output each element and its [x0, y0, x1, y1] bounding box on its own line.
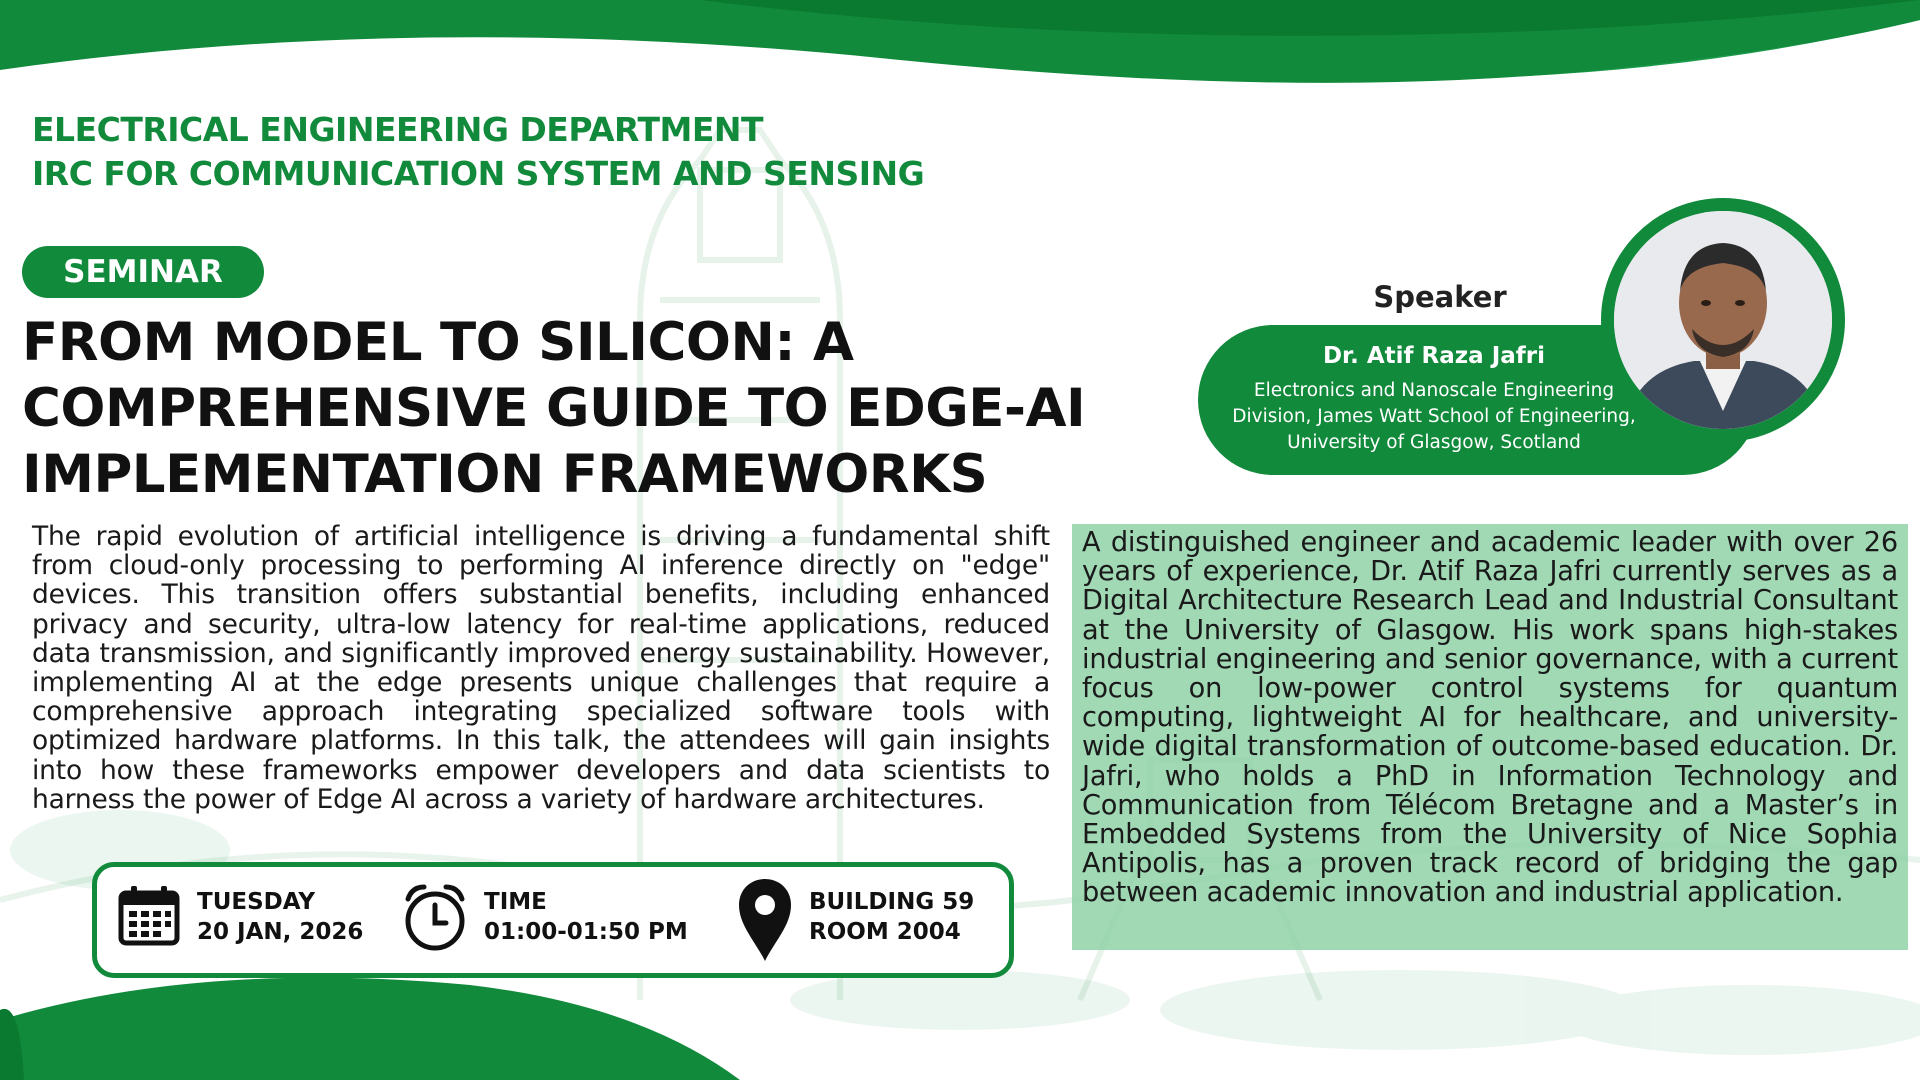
venue-building: BUILDING 59 — [809, 889, 975, 915]
location-pin-icon — [737, 877, 793, 963]
seminar-title — [22, 310, 1102, 508]
calendar-icon — [117, 883, 181, 947]
center-name: IRC FOR COMMUNICATION SYSTEM AND SENSING — [32, 154, 925, 193]
affiliation-line: University of Glasgow, Scotland — [1287, 432, 1581, 453]
speaker-label: Speaker — [1373, 280, 1507, 314]
speaker-name: Dr. Atif Raza Jafri — [1322, 343, 1546, 369]
affiliation-line: Electronics and Nanoscale Engineering — [1253, 380, 1615, 401]
speaker-portrait — [1614, 211, 1832, 429]
time-value: 01:00-01:50 PM — [484, 919, 688, 945]
speaker-affiliation — [1214, 378, 1654, 456]
venue-room: ROOM 2004 — [809, 919, 961, 945]
speaker-photo — [1614, 211, 1832, 429]
date-value: 20 JAN, 2026 — [197, 919, 364, 945]
clock-icon — [402, 883, 468, 953]
event-details-box — [92, 862, 1014, 978]
title-line: IMPLEMENTATION FRAMEWORKS — [22, 444, 988, 505]
department-name: ELECTRICAL ENGINEERING DEPARTMENT — [32, 110, 763, 149]
speaker-info — [1214, 338, 1654, 456]
speaker-bio: A distinguished engineer and academic leader with over 26 years of experience, Dr. Atif Raza Jafri currently serves as a Digital Architecture Research Lead and Industrial Consultant at the University of Glasgow. His work spans high-stakes industrial engineering and senior governance, with a current focus on low-power control systems for quantum computing, lightweight AI for healthcare, and university-wide digital transformation of outcome-based education. Dr. Jafri, who holds a PhD in Information Technology and Communication from Télécom Bretagne and a Master’s in Embedded Systems from the University of Nice Sophia Antipolis, has a proven track record of bridging the gap between academic innovation and industrial application. — [1072, 524, 1908, 950]
seminar-badge: SEMINAR — [22, 246, 264, 298]
time-label: TIME — [484, 889, 547, 915]
affiliation-line: Division, James Watt School of Engineering, — [1232, 406, 1636, 427]
date-weekday: TUESDAY — [197, 889, 315, 915]
abstract-text: The rapid evolution of artificial intelligence is driving a fundamental shift from cloud-only processing to performing AI inference directly on "edge" devices. This transition offers substantial benefits, including enhanced privacy and security, ultra-low latency for real-time applications, reduced data transmission, and significantly improved energy sustainability. However, implementing AI at the edge presents unique challenges that require a comprehensive approach integrating specialized software tools with optimized hardware platforms. In this talk, the attendees will gain insights into how these frameworks empower developers and data scientists to harness the power of Edge AI across a variety of hardware architectures. — [32, 521, 1050, 815]
title-line: FROM MODEL TO SILICON: A — [22, 312, 854, 373]
department-header — [32, 108, 924, 196]
title-line: COMPREHENSIVE GUIDE TO EDGE-AI — [22, 378, 1086, 439]
bottom-wave — [0, 978, 740, 1080]
